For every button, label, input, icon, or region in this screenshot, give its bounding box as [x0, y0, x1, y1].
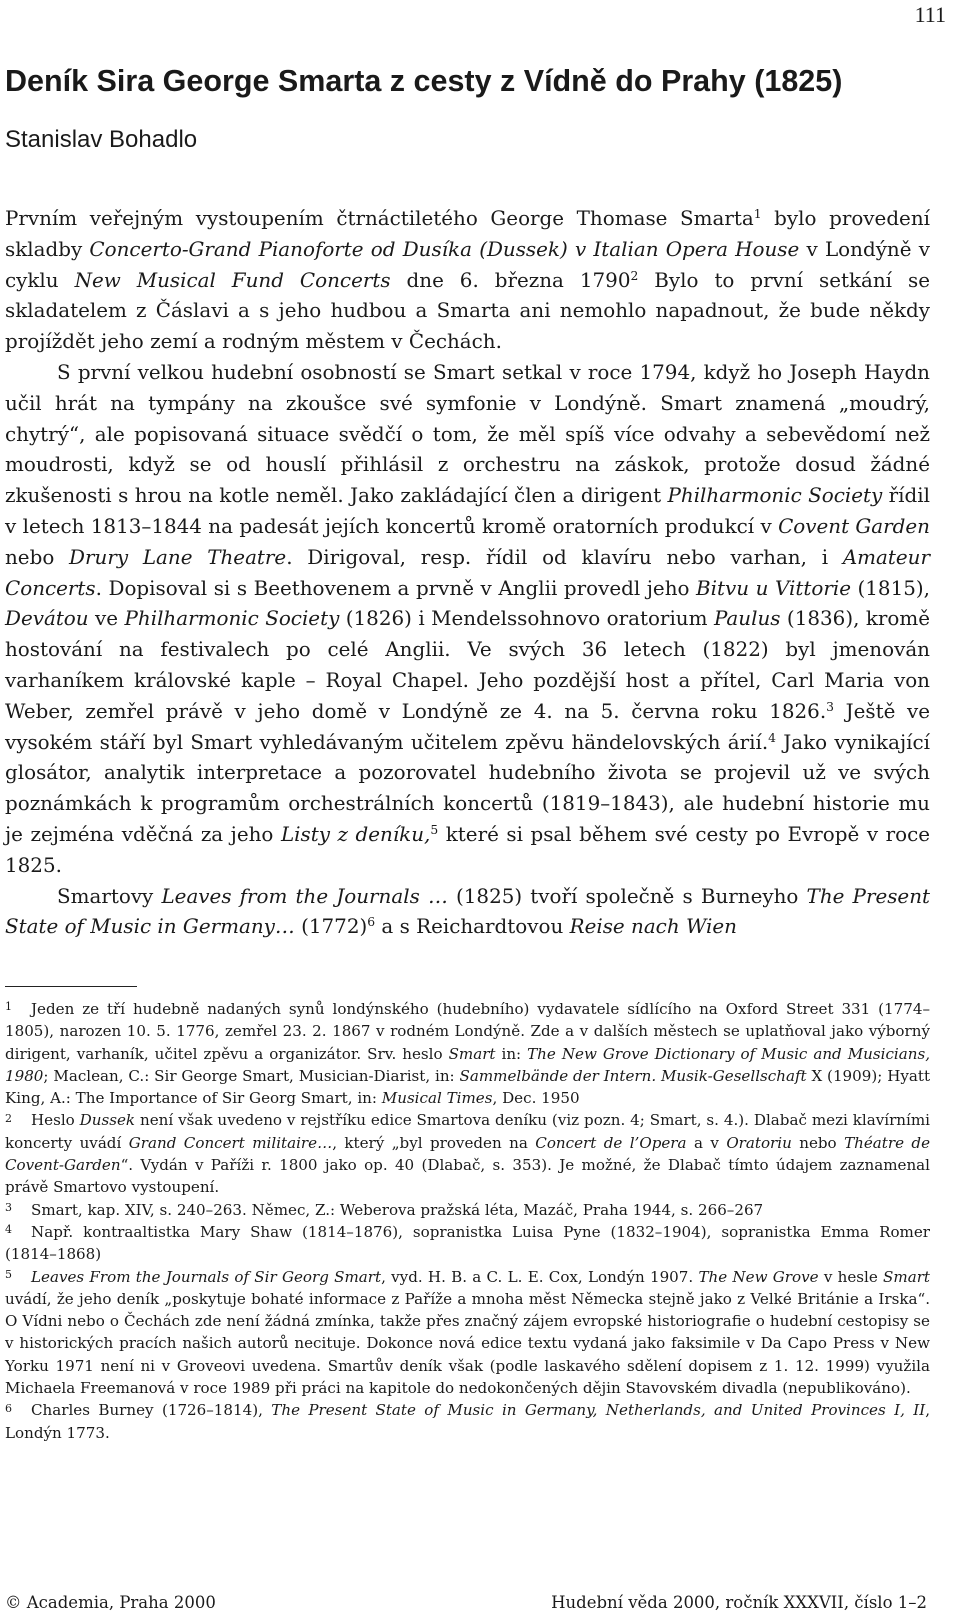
- venue-name: Oratoriu: [726, 1133, 792, 1152]
- body-paragraph: [5, 882, 930, 944]
- entry-title: Dussek: [79, 1111, 136, 1130]
- footnote-text: Jeden ze tří hudebně nadaných synů londýnského (hudebního) vydavatele sídlícího na Oxford Street 331 (1774–1805), narozen 10. 5. 1776, zemřel 23. 2. 1867 v rodném Londýně. Zde a v dalších městech se uplatňoval jako výborný dirigent, varhaník, učitel zpěvu a organizátor. Srv. heslo: [5, 1000, 930, 1063]
- body-text: Jako vynikající glosátor, analytik interpretace a pozorovatel hudebního života se projevil už ve svých poznámkách k programům orchestrálních koncertů (1819–1843), ale hudební historie mu je zejména vděčná za jeho: [5, 730, 930, 846]
- footnote-ref: 2: [630, 268, 639, 283]
- article-body: [5, 204, 930, 943]
- organization-name: Philharmonic Society: [124, 607, 340, 631]
- footer-journal-issue: Hudební věda 2000, ročník XXXVII, číslo 1–2: [551, 1593, 927, 1612]
- series-title: New Musical Fund Concerts: [74, 268, 391, 292]
- work-title: Concerto-Grand Pianoforte od Dusíka (Dussek) v Italian Opera House: [89, 237, 800, 261]
- footnote-text: a v: [686, 1133, 727, 1152]
- body-text: (1826) i Mendelssohnovo oratorium: [339, 607, 714, 631]
- body-text: bylo provedení skladby: [5, 207, 930, 261]
- article-title: Deník Sira George Smarta z cesty z Vídně do Prahy (1825): [5, 64, 843, 98]
- footnote-text: Smart, kap. XIV, s. 240–263. Němec, Z.: Weberova pražská léta, Mazáč, Praha 1944, s. 266–267: [31, 1200, 764, 1219]
- entry-title: Smart: [448, 1044, 496, 1063]
- footnote-divider: [5, 986, 137, 987]
- footnote-text: , Londýn 1773.: [5, 1401, 930, 1442]
- footnote-text: , Dec. 1950: [492, 1089, 580, 1108]
- body-text: které si psal během své cesty po Evropě v roce 1825.: [5, 822, 930, 877]
- body-text: S první velkou hudební osobností se Smart setkal v roce 1794, když ho Joseph Haydn učil hrát na tympány na zkoušce své symfonie v Londýně. Smart znamená „moudrý, chytrý“, ale popisovaná situace svědčí o tom, že měl spíš více odvahy a sebevědomí než moudrosti, když se od houslí přihlásil z orchestru na záskok, protože dosud žádné zkušenosti s hrou na kotle neměl. Jako zakládající člen a dirigent: [5, 360, 930, 508]
- body-text: ve: [88, 607, 125, 631]
- footnote: 3 Smart, kap. XIV, s. 240–263. Němec, Z.: Weberova pražská léta, Mazáč, Praha 1944, s. 266–267: [5, 1200, 764, 1219]
- footer-publisher: © Academia, Praha 2000: [5, 1593, 216, 1612]
- footnote: 2 Heslo Dussek není však uvedeno v rejstříku edice Smartova deníku (viz pozn. 4; Smart, s. 4.). Dlabač mezi klavírními koncerty uvádí Grand Concert militaire…, který „byl proveden na Concert de l’Opera a v Oratoriu nebo Théatre de Covent-Garden“. Vydán v Paříži r. 1800 jako op. 40 (Dlabač, s. 353). Je možné, že Dlabač tímto údajem zaznamenal právě Smartovo vystoupení.: [5, 1111, 931, 1197]
- page-number: 111: [914, 2, 946, 27]
- work-title: Reise nach Wien: [569, 915, 737, 939]
- venue-name: Concert de l’Opera: [535, 1133, 687, 1152]
- body-text: (1825) tvoří společně s Burneyho: [447, 884, 807, 908]
- footnote-ref: 4: [768, 730, 776, 745]
- work-title: Leaves from the Journals …: [161, 884, 448, 908]
- footnote-text: uvádí, že jeho deník „poskytuje bohaté informace z Paříže a mnoha měst Německa stejně jako z Velké Británie a Irska“. O Vídni nebo o Čechách zde není žádná zmínka, takže přes značný zájem evropské historiografie o hudební cestopisy se v historických pracích našich autorů necituje. Dokonce nová edice textu vydaná jako faksimile v Da Capo Press v New Yorku 1971 není ni v Groveovi uvedena. Smartův deník však (podle laskavého sdělení dopisem z 1. 12. 1999) využila Michaela Freemanová v roce 1989 při práci na kapitole do nedokončených dějin Stavovském divadla (nepublikováno).: [5, 1289, 930, 1398]
- footnote-text: v hesle: [818, 1267, 884, 1286]
- footnote-ref: 1: [753, 207, 762, 222]
- organization-name: Philharmonic Society: [667, 484, 883, 508]
- body-paragraph: [5, 358, 930, 882]
- footnote: 1 Jeden ze tří hudebně nadaných synů londýnského (hudebního) vydavatele sídlícího na Oxford Street 331 (1774–1805), narozen 10. 5. 1776, zemřel 23. 2. 1867 v rodném Londýně. Zde a v dalších městech se uplatňoval jako výborný dirigent, varhaník, učitel zpěvu a organizátor. Srv. heslo Smart in: The New Grove Dictionary of Music and Musicians, 1980; Maclean, C.: Sir George Smart, Musician-Diarist, in: Sammelbände der Intern. Musik-Gesellschaft X (1909); Hyatt King, A.: The Importance of Sir Georg Smart, in: Musical Times, Dec. 1950: [5, 1000, 931, 1108]
- body-text: . Dirigoval, resp. řídil od klavíru nebo varhan, i: [286, 545, 843, 569]
- venue-name: Drury Lane Theatre: [69, 545, 287, 569]
- publication-title: Sammelbände der Intern. Musik-Gesellschaft: [459, 1066, 807, 1085]
- footnote: 4 Např. kontraaltistka Mary Shaw (1814–1876), sopranistka Luisa Pyne (1832–1904), sopranistka Emma Romer (1814–1868): [5, 1222, 930, 1264]
- body-text: nebo: [5, 545, 70, 569]
- article-author: Stanislav Bohadlo: [5, 126, 198, 153]
- body-text: Bylo to první setkání se skladatelem z Čáslavi a s jeho hudbou a Smarta ani nemohlo napadnout, že bude někdy projíždět jeho zemí a rodným městem v Čechách.: [5, 268, 930, 354]
- venue-name: Covent Garden: [778, 514, 930, 538]
- work-title: Devátou: [5, 607, 89, 631]
- body-text: v Londýně v cyklu: [5, 237, 930, 292]
- footnote-ref: 5: [430, 823, 439, 838]
- footnote-text: Např. kontraaltistka Mary Shaw (1814–1876), sopranistka Luisa Pyne (1832–1904), sopranistka Emma Romer (1814–1868): [5, 1222, 930, 1264]
- footnote-text: , který „byl proveden na: [332, 1133, 536, 1152]
- work-title: Grand Concert militaire…: [128, 1133, 333, 1152]
- work-title: Paulus: [713, 607, 781, 631]
- footnote: 5 Leaves From the Journals of Sir Georg Smart, vyd. H. B. a C. L. E. Cox, Londýn 1907. The New Grove v hesle Smart uvádí, že jeho deník „poskytuje bohaté informace z Paříže a mnoha měst Německa stejně jako z Velké Británie a Irska“. O Vídni nebo o Čechách zde není žádná zmínka, takže přes značný zájem evropské historiografie o hudební cestopisy se v historických pracích našich autorů necituje. Dokonce nová edice textu vydaná jako faksimile v Da Capo Press v New Yorku 1971 není ni v Groveovi uvedena. Smartův deník však (podle laskavého sdělení dopisem z 1. 12. 1999) využila Michaela Freemanová v roce 1989 při práci na kapitole do nedokončených dějin Stavovském divadla (nepublikováno).: [5, 1267, 930, 1398]
- body-text: . Dopisoval si s Beethovenem a prvně v Anglii provedl jeho: [95, 576, 697, 600]
- body-text: (1772): [294, 915, 368, 939]
- publication-title: Musical Times: [381, 1089, 493, 1108]
- footnote-text: nebo: [791, 1133, 845, 1152]
- body-text: (1815),: [850, 576, 930, 600]
- footnote-text: , vyd. H. B. a C. L. E. Cox, Londýn 1907.: [381, 1267, 699, 1286]
- publication-title: Leaves From the Journals of Sir Georg Smart: [31, 1267, 382, 1286]
- footnotes: [5, 998, 930, 1444]
- publication-title: The New Grove: [698, 1267, 819, 1286]
- entry-title: Smart: [883, 1267, 930, 1286]
- work-title: Bitvu u Vittorie: [696, 576, 851, 600]
- body-paragraph: [5, 204, 930, 358]
- series-title: Amateur Concerts: [5, 545, 930, 600]
- footnote-text: in:: [495, 1044, 528, 1063]
- footnote: 6 Charles Burney (1726–1814), The Present State of Music in Germany, Netherlands, and United Provinces I, II, Londýn 1773.: [5, 1401, 930, 1442]
- footnote-text: Charles Burney (1726–1814),: [31, 1401, 272, 1420]
- footnote-text: “. Vydán v Paříži r. 1800 jako op. 40 (Dlabač, s. 353). Je možné, že Dlabač tímto údajem zaznamenal právě Smartovo vystoupení.: [5, 1156, 930, 1197]
- body-text: (1836), kromě hostování na festivalech po celé Anglii. Ve svých 36 letech (1822) byl jmenován varhaníkem královské kaple – Royal Chapel. Jeho pozdější host a přítel, Carl Maria von Weber, zemřel právě v jeho domě v Londýně ze 4. na 5. června roku 1826.: [5, 607, 931, 723]
- footnote-text: není však uvedeno v rejstříku edice Smartova deníku (viz pozn. 4; Smart, s. 4.). Dlabač mezi klavírními koncerty uvádí: [5, 1111, 930, 1152]
- body-text: Ještě ve vysokém stáří byl Smart vyhledávaným učitelem zpěvu händelovských árií.: [5, 699, 930, 754]
- body-text: dne 6. března 1790: [390, 268, 631, 292]
- footnote-ref: 3: [826, 699, 834, 714]
- body-text: řídil v letech 1813–1844 na padesát jejích koncertů kromě oratorních produkcí v: [5, 484, 930, 538]
- publication-title: The Present State of Music in Germany, Netherlands, and United Provinces I, II: [271, 1401, 926, 1420]
- footnote-text: X (1909); Hyatt King, A.: The Importance of Sir Georg Smart, in:: [5, 1066, 931, 1108]
- publication-title: The New Grove Dictionary of Music and Musicians, 1980: [5, 1044, 930, 1085]
- body-text: a s Reichardtovou: [375, 915, 570, 939]
- body-text: Prvním veřejným vystoupením čtrnáctiletého George Thomase Smarta: [5, 207, 754, 230]
- work-title: The Present State of Music in Germany…: [5, 884, 931, 939]
- work-title: Listy z deníku,: [280, 822, 431, 846]
- footnote-text: ; Maclean, C.: Sir George Smart, Musician-Diarist, in:: [43, 1066, 460, 1085]
- footnote-ref: 6: [367, 915, 376, 930]
- footnote-text: Heslo: [31, 1111, 80, 1130]
- body-text: Smartovy: [57, 884, 162, 908]
- venue-name: Théatre de Covent-Garden: [5, 1133, 931, 1175]
